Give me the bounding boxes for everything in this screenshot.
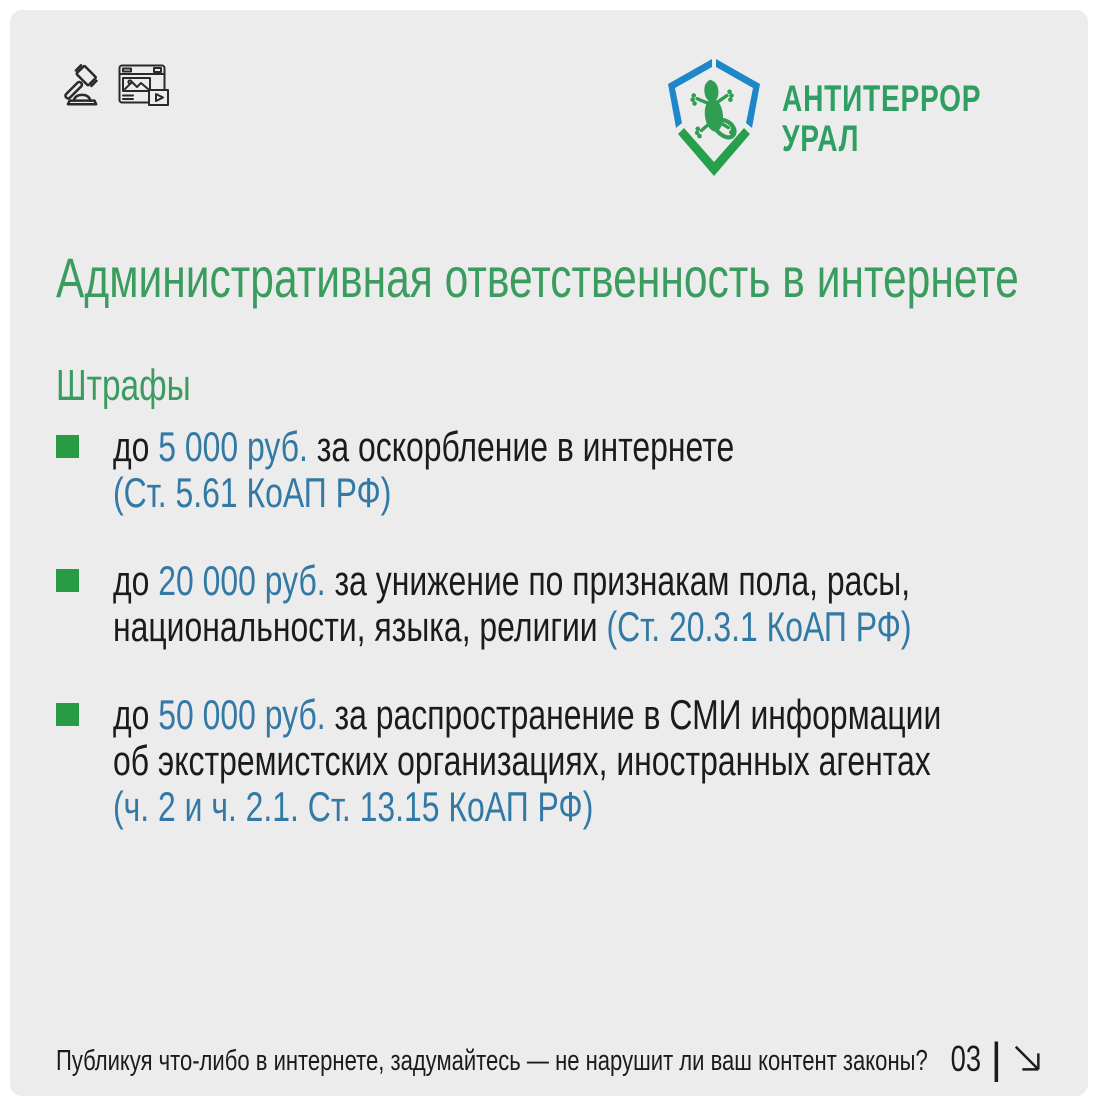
law-reference: (Ст. 20.3.1 КоАП РФ) bbox=[606, 603, 912, 650]
fine-amount: 5 000 руб. bbox=[158, 423, 308, 470]
bullet-square-icon bbox=[56, 569, 79, 592]
fine-text bbox=[113, 692, 941, 830]
fine-prefix: до bbox=[113, 691, 159, 738]
fine-amount: 20 000 руб. bbox=[158, 557, 326, 604]
fine-item-3 bbox=[56, 692, 1064, 830]
fine-description: за оскорбление в интернете bbox=[307, 423, 735, 470]
fines-list bbox=[56, 424, 1064, 872]
media-browser-icon bbox=[118, 62, 170, 110]
bullet-square-icon bbox=[56, 435, 79, 458]
page-indicator bbox=[941, 1036, 1044, 1082]
fine-text bbox=[113, 558, 912, 650]
page-separator: | bbox=[990, 1034, 1002, 1083]
page-title: Административная ответственность в интернете bbox=[56, 246, 1019, 309]
gavel-icon bbox=[56, 60, 106, 110]
fine-description: об экстремистских организациях, иностранных агентах bbox=[113, 737, 931, 784]
law-reference: (ч. 2 и ч. 2.1. Ст. 13.15 КоАП РФ) bbox=[113, 783, 594, 830]
topic-icons bbox=[56, 60, 170, 110]
fine-description: за унижение по признакам пола, расы, bbox=[325, 557, 911, 604]
bullet-square-icon bbox=[56, 703, 79, 726]
fine-text bbox=[113, 424, 734, 516]
fine-description: национальности, языка, религии bbox=[113, 603, 607, 650]
fine-prefix: до bbox=[113, 423, 159, 470]
fine-description: за распространение в СМИ информации bbox=[325, 691, 942, 738]
fine-amount: 50 000 руб. bbox=[158, 691, 326, 738]
fine-item-1 bbox=[56, 424, 1064, 516]
fine-prefix: до bbox=[113, 557, 159, 604]
logo-text bbox=[782, 79, 981, 159]
page-number: 03 bbox=[950, 1038, 981, 1079]
fine-item-2 bbox=[56, 558, 1064, 650]
infographic-card bbox=[10, 10, 1088, 1096]
shield-lizard-icon bbox=[662, 58, 766, 180]
law-reference: (Ст. 5.61 КоАП РФ) bbox=[113, 469, 392, 516]
antiterror-ural-logo bbox=[662, 58, 1044, 180]
footer-note: Публикуя что-либо в интернете, задумайтесь — не нарушит ли ваш контент законы? bbox=[56, 1045, 928, 1077]
logo-line2: УРАЛ bbox=[781, 118, 859, 159]
logo-line1: АНТИТЕРРОР bbox=[781, 78, 982, 119]
arrow-down-right-icon bbox=[1012, 1043, 1044, 1075]
section-heading: Штрафы bbox=[56, 361, 191, 410]
